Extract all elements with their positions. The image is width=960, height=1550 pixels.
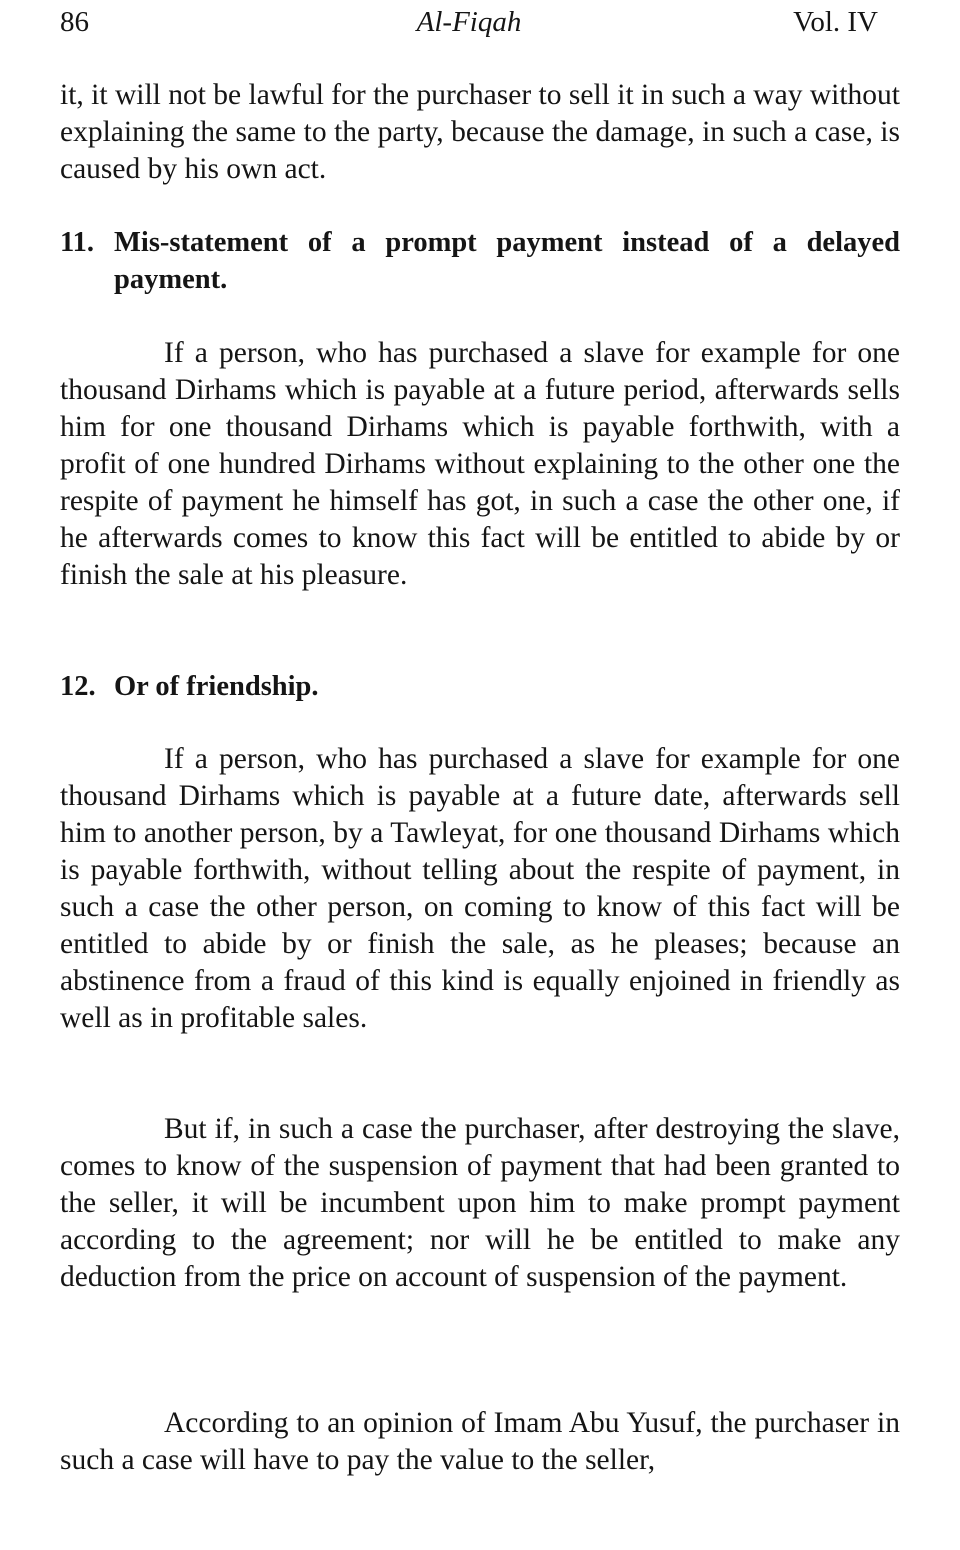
volume-label: Vol. IV — [793, 6, 878, 38]
section-number: 12. — [60, 671, 96, 702]
section-number: 11. — [60, 227, 95, 258]
paragraph-continuation: it, it will not be lawful for the purchaser to sell it in such a way without explaining the same to the party, because the damage, in such a case, is caused by his own act. — [60, 79, 900, 185]
paragraph-but-if: But if, in such a case the purchaser, after destroying the slave, comes to know of the suspension of payment that had been granted to the seller, it will be incumbent upon him to make prompt payment according to the agreement; nor will he be entitled to make any deduction from the price on account of suspension of the payment. — [60, 1113, 900, 1293]
section-heading-11 — [60, 224, 900, 298]
page-number: 86 — [60, 6, 89, 38]
paragraph-section-12: If a person, who has purchased a slave for example for one thousand Dirhams which is payable at a future date, afterwards sell him to another person, by a Tawleyat, for one thousand Dirhams which is payable forthwith, without telling about the respite of payment, in such a case the other person, on coming to know of this fact will be entitled to abide by or finish the sale, as he pleases; because an abstinence from a fraud of this kind is equally enjoined in friendly as well as in profitable sales. — [60, 743, 900, 1034]
paragraph-abu-yusuf: According to an opinion of Imam Abu Yusuf, the purchaser in such a case will have to pay the value to the seller, — [60, 1407, 900, 1476]
section-title: Mis-statement of a prompt payment instead of a delayed payment. — [114, 227, 900, 295]
page-header — [60, 2, 878, 42]
section-heading-12 — [60, 668, 900, 705]
paragraph-section-11: If a person, who has purchased a slave for example for one thousand Dirhams which is payable at a future period, afterwards sells him for one thousand Dirhams which is payable forthwith, with a profit of one hundred Dirhams without explaining to the other one the respite of payment he himself has got, in such a case the other one, if he afterwards comes to know this fact will be entitled to abide by or finish the sale at his pleasure. — [60, 337, 900, 591]
running-title: Al-Fiqah — [416, 6, 522, 38]
section-title: Or of friendship. — [114, 671, 319, 702]
